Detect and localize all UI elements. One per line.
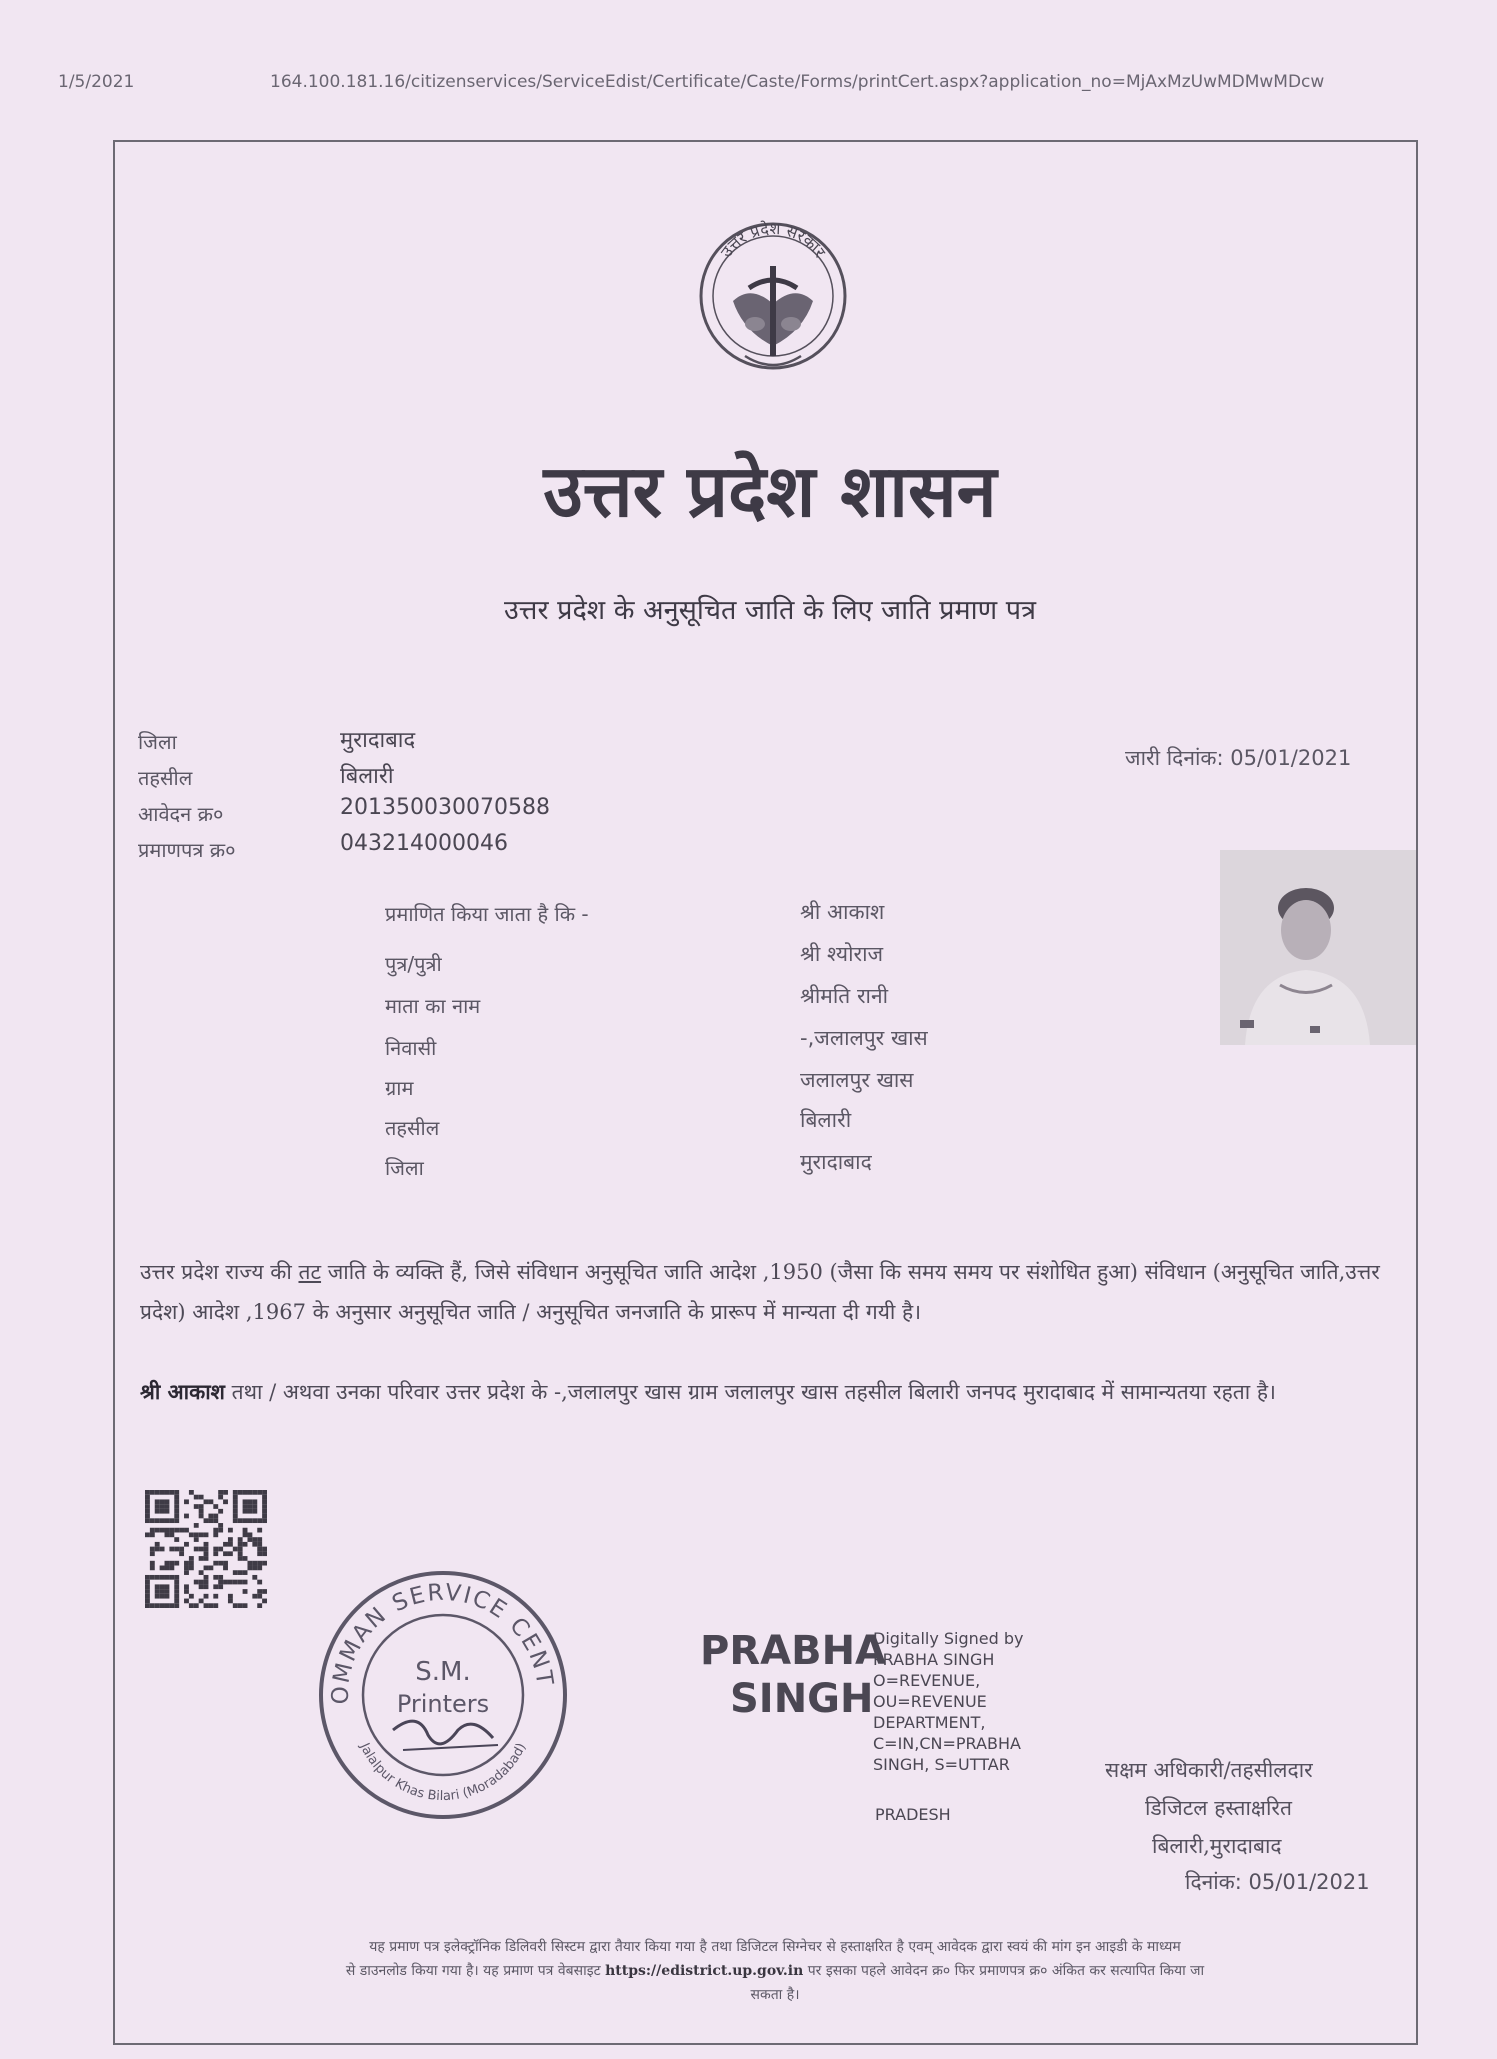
detail-label: जिला bbox=[385, 1156, 424, 1180]
detail-value: -,जलालपुर खास bbox=[800, 1026, 928, 1050]
print-date: 1/5/2021 bbox=[58, 72, 135, 92]
info-label: जिला bbox=[138, 730, 177, 754]
info-label: प्रमाणपत्र क्र० bbox=[138, 838, 236, 862]
detail-value: मुरादाबाद bbox=[800, 1150, 872, 1174]
signer-name-line1: PRABHA bbox=[700, 1628, 886, 1674]
digital-signature-state: PRADESH bbox=[875, 1805, 951, 1824]
info-value: मुरादाबाद bbox=[340, 728, 416, 753]
application-number: 201350030070588 bbox=[340, 795, 550, 820]
emblem-text: उत्तर प्रदेश सरकार bbox=[716, 218, 830, 261]
digital-signature-details: Digitally Signed by PRABHA SINGH O=REVENUE, OU=REVENUE DEPARTMENT, C=IN,CN=PRABHA SINGH, S=UTTAR bbox=[873, 1629, 1024, 1774]
officer-designation: सक्षम अधिकारी/तहसीलदार bbox=[1105, 1758, 1313, 1782]
svg-text:Jalalpur Khas Bilari (Moradaba bbox=[356, 1740, 529, 1804]
stamp-line1: S.M. bbox=[415, 1657, 471, 1687]
verification-note: यह प्रमाण पत्र इलेक्ट्रॉनिक डिलिवरी सिस्टम द्वारा तैयार किया गया है तथा डिजिटल सिग्नेचर से हस्ताक्षरित है एवम् आवेदक द्वारा स्वयं की मांग इन आइडी के माध्यम से डाउनलोड किया गया है। यह प्रमाण पत्र वेबसाइट https://edistrict.up.gov.in पर इसका पहले आवेदन क्र० फिर प्रमाणपत्र क्र० अंकित कर सत्यापित किया जा सकता है। bbox=[345, 1939, 1205, 2003]
certificate-statement: उत्तर प्रदेश राज्य की तट जाति के व्यक्ति हैं, जिसे संविधान अनुसूचित जाति आदेश ,1950 (जैसा कि समय समय पर संशोधित हुआ) संविधान (अनुसूचित जाति,उत्तर प्रदेश) आदेश ,1967 के अनुसार अनुसूचित जाति / अनुसूचित जनजाति के प्रारूप में मान्यता दी गयी है। bbox=[140, 1260, 1380, 1324]
detail-label: माता का नाम bbox=[385, 994, 481, 1018]
signed-date: दिनांक: 05/01/2021 bbox=[1185, 1870, 1370, 1894]
common-service-center-stamp bbox=[308, 1560, 578, 1830]
verification-link[interactable]: https://edistrict.up.gov.in bbox=[605, 1963, 804, 1979]
certificate-number: 043214000046 bbox=[340, 831, 508, 856]
info-label: तहसील bbox=[138, 766, 193, 790]
info-value: बिलारी bbox=[340, 764, 394, 789]
info-label: आवेदन क्र० bbox=[138, 802, 224, 826]
print-url: 164.100.181.16/citizenservices/ServiceEdist/Certificate/Caste/Forms/printCert.aspx?application_no=MjAxMzUwMDMwMDcw bbox=[270, 72, 1325, 92]
stamp-ring-bottom: Jalalpur Khas Bilari (Moradabad) bbox=[356, 1740, 530, 1805]
detail-label: तहसील bbox=[385, 1116, 440, 1140]
stamp-ring-text: OMMAN SERVICE CENT bbox=[327, 1579, 558, 1705]
applicant-photo bbox=[1220, 850, 1416, 1045]
page-title: उत्तर प्रदेश शासन bbox=[543, 448, 997, 533]
detail-label: पुत्र/पुत्री bbox=[385, 952, 442, 976]
issue-date: जारी दिनांक: 05/01/2021 bbox=[1125, 746, 1352, 770]
detail-label: निवासी bbox=[385, 1036, 437, 1060]
officer-location: बिलारी,मुरादाबाद bbox=[1152, 1834, 1282, 1858]
applicant-name: श्री आकाश bbox=[140, 1379, 225, 1404]
officer-signed-note: डिजिटल हस्ताक्षरित bbox=[1145, 1796, 1292, 1820]
svg-text:उत्तर प्रदेश सरकार bbox=[717, 219, 830, 261]
detail-value: श्रीमति रानी bbox=[800, 984, 889, 1008]
qr-code bbox=[145, 1490, 267, 1608]
caste-name: तट bbox=[298, 1260, 322, 1284]
detail-value: श्री श्योराज bbox=[800, 942, 884, 966]
detail-value: श्री आकाश bbox=[800, 900, 885, 924]
residence-statement: श्री आकाश तथा / अथवा उनका परिवार उत्तर प्रदेश के -,जलालपुर खास ग्राम जलालपुर खास तहसील बिलारी जनपद मुरादाबाद में सामान्यतया रहता है। bbox=[140, 1379, 1276, 1404]
signer-name-line2: SINGH bbox=[730, 1676, 874, 1722]
certificate-subtitle: उत्तर प्रदेश के अनुसूचित जाति के लिए जाति प्रमाण पत्र bbox=[504, 595, 1036, 626]
detail-value: जलालपुर खास bbox=[800, 1068, 914, 1092]
detail-label: ग्राम bbox=[385, 1076, 414, 1100]
up-government-emblem-icon bbox=[693, 206, 853, 391]
detail-value: बिलारी bbox=[800, 1108, 852, 1132]
detail-label: प्रमाणित किया जाता है कि - bbox=[385, 902, 589, 926]
stamp-line2: Printers bbox=[396, 1690, 490, 1718]
